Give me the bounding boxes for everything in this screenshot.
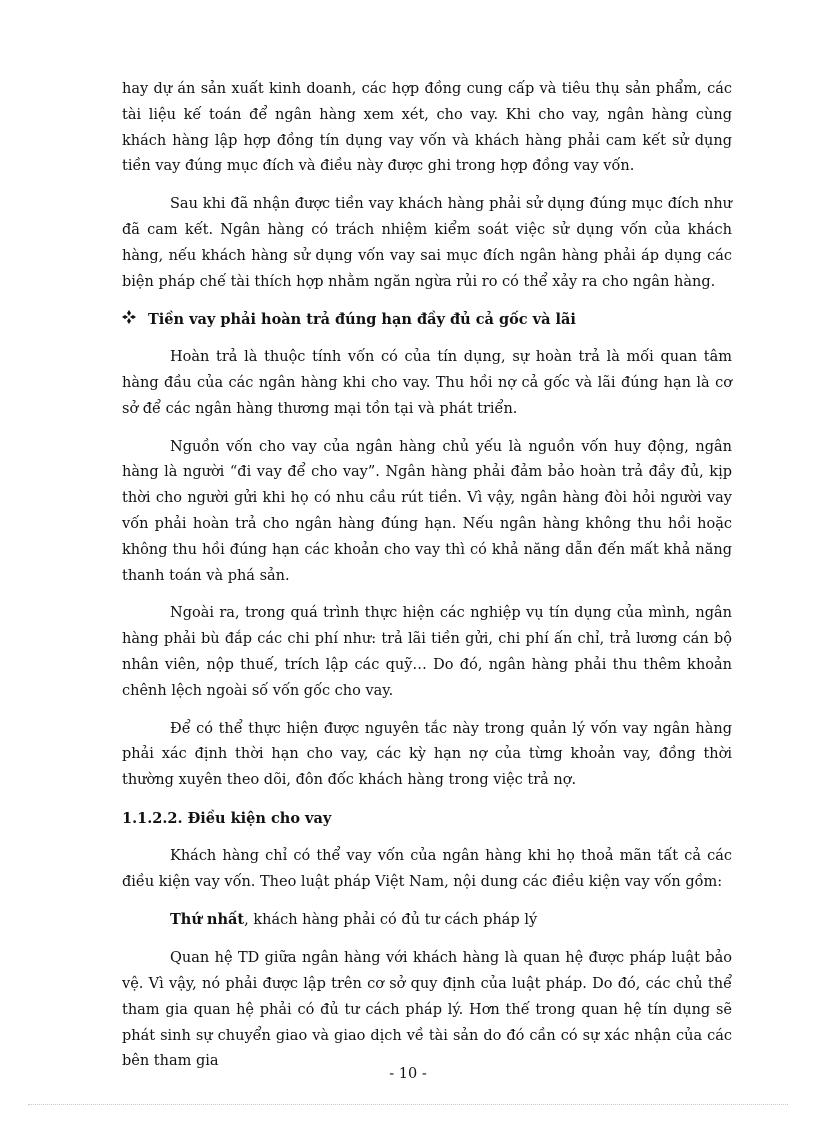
bullet-heading	[122, 307, 732, 333]
paragraph-4: Nguồn vốn cho vay của ngân hàng chủ yếu là nguồn vốn huy động, ngân hàng là người “đi vay để cho vay”. Ngân hàng phải đảm bảo hoàn trả đầy đủ, kịp thời cho người gửi khi họ có nhu cầu rút tiền. Vì vậy, ngân hàng đòi hỏi người vay vốn phải hoàn trả cho ngân hàng đúng hạn. Nếu ngân hàng không thu hồi hoặc không thu hồi đúng hạn các khoản cho vay thì có khả năng dẫn đến mất khả năng thanh toán và phá sản.	[122, 438, 732, 584]
paragraph-8	[122, 907, 732, 934]
four-diamond-bullet-icon	[122, 307, 136, 333]
bullet-heading-text: Tiền vay phải hoàn trả đúng hạn đầy đủ cả gốc và lãi	[148, 311, 576, 329]
section-heading: 1.1.2.2. Điều kiện cho vay	[122, 809, 332, 827]
paragraph-2: Sau khi đã nhận được tiền vay khách hàng phải sử dụng đúng mục đích như đã cam kết. Ngân hàng có trách nhiệm kiểm soát việc sử dụng vốn của khách hàng, nếu khách hàng sử dụng vốn vay sai mục đích ngân hàng phải áp dụng các biện pháp chế tài thích hợp nhằm ngăn ngừa rủi ro có thể xảy ra cho ngân hàng.	[122, 196, 732, 290]
paragraph-5: Ngoài ra, trong quá trình thực hiện các nghiệp vụ tín dụng của mình, ngân hàng phải bù đắp các chi phí như: trả lãi tiền gửi, chi phí ấn chỉ, trả lương cán bộ nhân viên, nộp thuế, trích lập các quỹ… Do đó, ngân hàng phải thu thêm khoản chênh lệch ngoài số vốn gốc cho vay.	[122, 605, 732, 699]
footer-divider	[28, 1104, 788, 1105]
paragraph-9: Quan hệ TD giữa ngân hàng với khách hàng là quan hệ được pháp luật bảo vệ. Vì vậy, nó phải được lập trên cơ sở quy định của luật pháp. Do đó, các chủ thể tham gia quan hệ phải có đủ tư cách pháp lý. Hơn thế trong quan hệ tín dụng sẽ phát sinh sự chuyển giao và giao dịch về tài sản do đó cần có sự xác nhận của các bên tham gia	[122, 950, 732, 1070]
page-body	[122, 77, 732, 1075]
paragraph-3: Hoàn trả là thuộc tính vốn có của tín dụng, sự hoàn trả là mối quan tâm hàng đầu của các ngân hàng khi cho vay. Thu hồi nợ cả gốc và lãi đúng hạn là cơ sở để các ngân hàng thương mại tồn tại và phát triển.	[122, 349, 732, 417]
first-condition-label: Thứ nhất	[170, 911, 245, 929]
paragraph-6: Để có thể thực hiện được nguyên tắc này trong quản lý vốn vay ngân hàng phải xác định thời hạn cho vay, các kỳ hạn nợ của từng khoản vay, đồng thời thường xuyên theo dõi, đôn đốc khách hàng trong việc trả nợ.	[122, 720, 732, 789]
first-condition-text: , khách hàng phải có đủ tư cách pháp lý	[244, 912, 538, 929]
page-number: - 10 -	[389, 1066, 427, 1082]
paragraph-1: hay dự án sản xuất kinh doanh, các hợp đồng cung cấp và tiêu thụ sản phẩm, các tài liệu kế toán để ngân hàng xem xét, cho vay. Khi cho vay, ngân hàng cùng khách hàng lập hợp đồng tín dụng vay vốn và khách hàng phải cam kết sử dụng tiền vay đúng mục đích và điều này được ghi trong hợp đồng vay vốn.	[122, 81, 732, 175]
paragraph-7: Khách hàng chỉ có thể vay vốn của ngân hàng khi họ thoả mãn tất cả các điều kiện vay vốn. Theo luật pháp Việt Nam, nội dung các điều kiện vay vốn gồm:	[122, 847, 732, 890]
